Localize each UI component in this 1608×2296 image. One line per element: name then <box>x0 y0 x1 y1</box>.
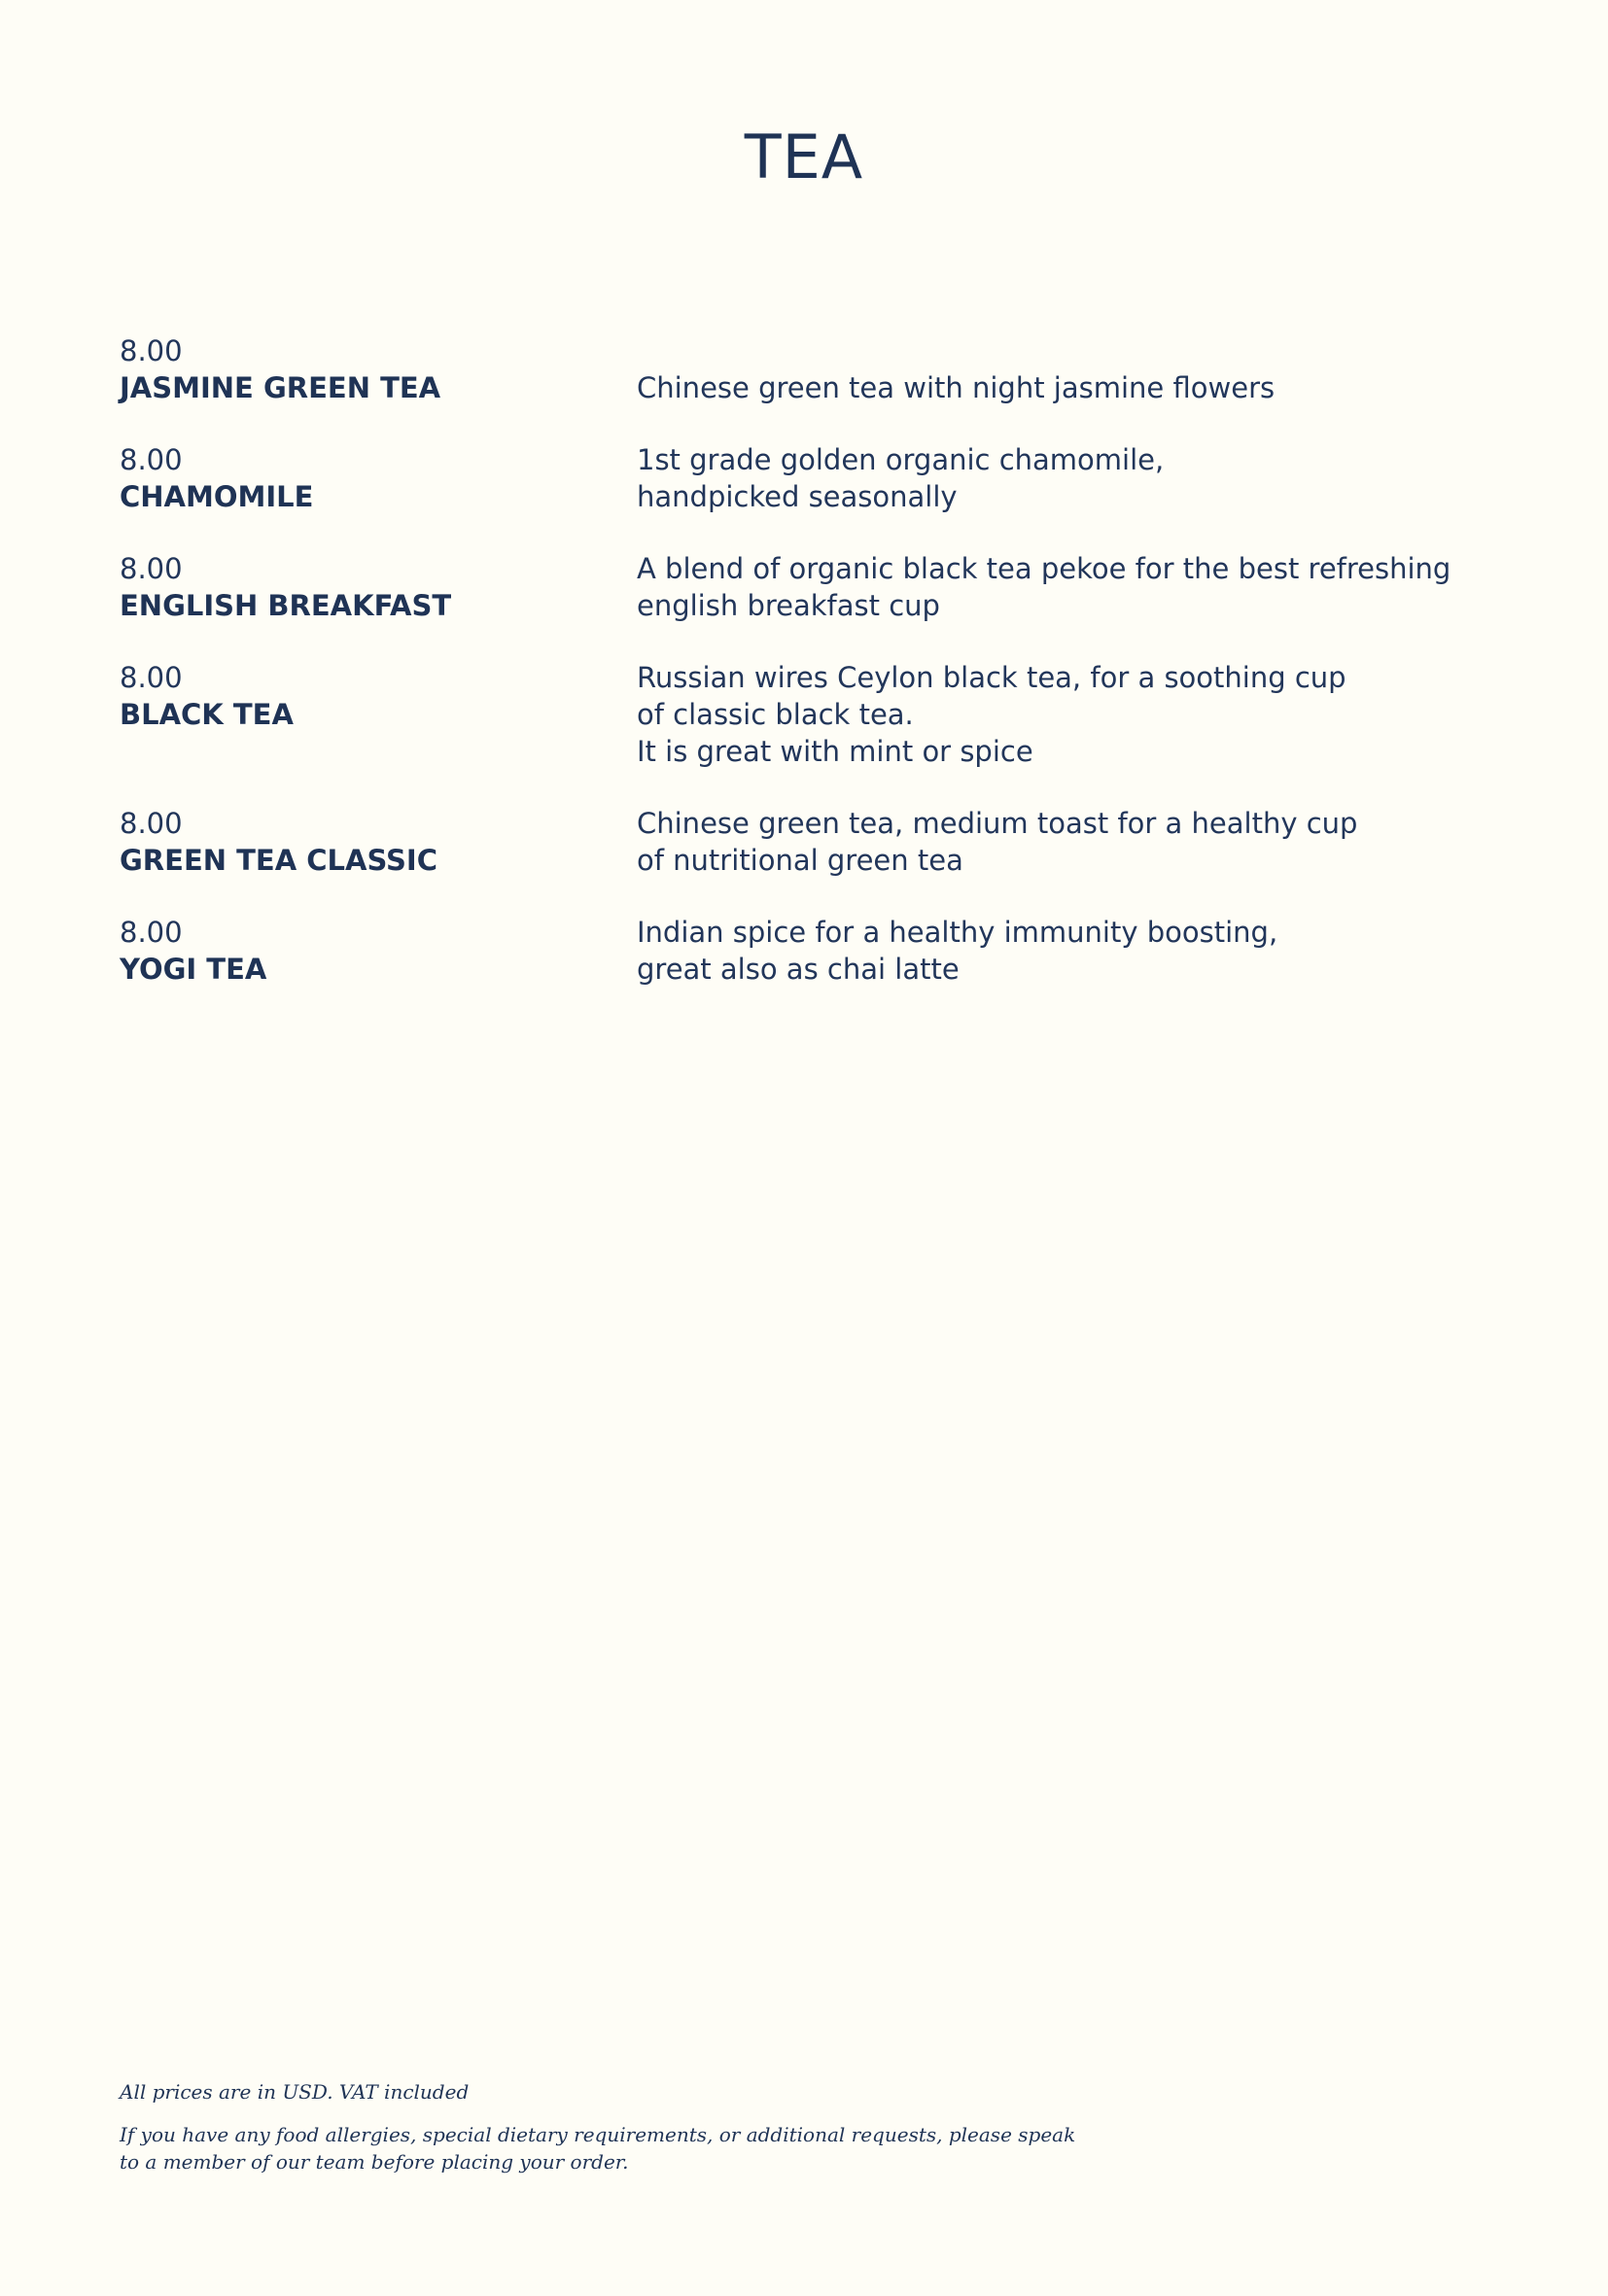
item-price: 8.00 <box>120 552 183 585</box>
item-price: 8.00 <box>120 661 183 694</box>
menu-item-black-tea <box>120 659 1500 770</box>
description-line: Russian wires Ceylon black tea, for a soothing cup <box>637 661 1346 694</box>
item-price: 8.00 <box>120 807 183 840</box>
item-name: CHAMOMILE <box>120 480 314 513</box>
description-line: 1st grade golden organic chamomile, <box>637 443 1165 476</box>
menu-item-english-breakfast <box>120 550 1500 624</box>
description-line: of nutritional green tea <box>637 844 963 877</box>
item-description <box>637 441 1164 515</box>
description-line: Chinese green tea, medium toast for a healthy cup <box>637 807 1358 840</box>
allergy-note: If you have any food allergies, special dietary requirements, or additional requests, please speak to a member of our team before placing your order. <box>120 2123 1076 2174</box>
prices-note: All prices are in USD. VAT included <box>120 2080 470 2104</box>
description-line: of classic black tea. <box>637 698 914 731</box>
description-line: great also as chai latte <box>637 953 960 986</box>
item-description <box>637 659 1346 770</box>
item-price: 8.00 <box>120 443 183 476</box>
description-line: Chinese green tea with night jasmine flowers <box>637 371 1276 404</box>
tea-menu <box>120 332 1500 988</box>
item-name: ENGLISH BREAKFAST <box>120 589 452 622</box>
item-name: BLACK TEA <box>120 698 294 731</box>
item-name: GREEN TEA CLASSIC <box>120 844 438 877</box>
menu-item-jasmine-green-tea <box>120 332 1500 406</box>
item-description <box>637 805 1357 879</box>
page-title: TEA <box>744 122 864 192</box>
item-price: 8.00 <box>120 916 183 949</box>
description-line: english breakfast cup <box>637 589 940 622</box>
item-price: 8.00 <box>120 334 183 367</box>
footer <box>120 2078 1092 2175</box>
menu-item-chamomile <box>120 441 1500 515</box>
item-name: JASMINE GREEN TEA <box>120 371 441 404</box>
description-line: It is great with mint or spice <box>637 735 1033 768</box>
item-description <box>637 332 1275 406</box>
item-description <box>637 914 1277 988</box>
menu-item-green-tea-classic <box>120 805 1500 879</box>
menu-item-yogi-tea <box>120 914 1500 988</box>
description-line: A blend of organic black tea pekoe for the best refreshing <box>637 552 1451 585</box>
item-name: YOGI TEA <box>120 953 267 986</box>
item-description <box>637 550 1451 624</box>
description-line: Indian spice for a healthy immunity boosting, <box>637 916 1278 949</box>
description-line: handpicked seasonally <box>637 480 958 513</box>
